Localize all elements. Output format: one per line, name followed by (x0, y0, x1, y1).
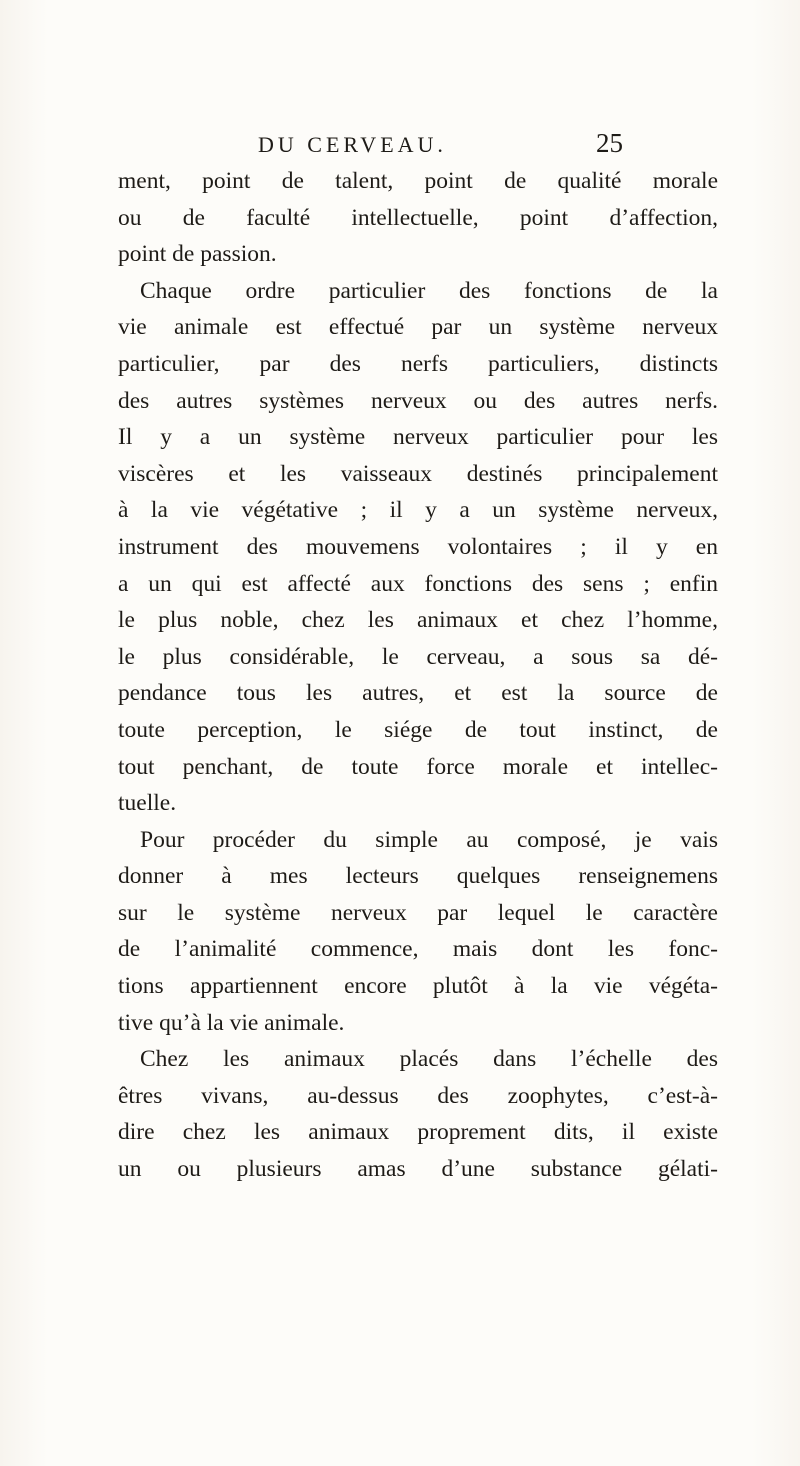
text-line: tout penchant, de toute force morale et intellec- (118, 753, 718, 780)
text-line: Chaque ordre particulier des fonctions de la (140, 277, 718, 304)
text-line: ou de faculté intellectuelle, point d’affection, (118, 204, 718, 231)
text-line: dire chez les animaux proprement dits, il existe (118, 1119, 718, 1146)
text-line: ment, point de talent, point de qualité morale (118, 168, 718, 194)
text-line: de l’animalité commence, mais dont les fonc- (118, 936, 718, 963)
text-line: êtres vivans, au-dessus des zoophytes, c’est-à- (118, 1082, 718, 1109)
text-line: a un qui est affecté aux fonctions des sens ; enfin (118, 570, 718, 597)
text-line: un ou plusieurs amas d’une substance gélati- (118, 1156, 718, 1183)
text-line: donner à mes lecteurs quelques renseignemens (118, 863, 718, 890)
text-line: instrument des mouvemens volontaires ; il y en (118, 533, 718, 560)
text-line: des autres systèmes nerveux ou des autres nerfs. (118, 387, 718, 414)
text-line: pendance tous les autres, et est la source de (118, 680, 718, 707)
page-number: 25 (596, 128, 623, 158)
text-line: tions appartiennent encore plutôt à la vie végéta- (118, 973, 718, 1000)
text-line: point de passion. (118, 241, 277, 268)
text-line: vie animale est effectué par un système nerveux (118, 314, 718, 341)
text-line: tive qu’à la vie animale. (118, 1009, 345, 1036)
body-text (118, 163, 718, 1188)
text-line: le plus considérable, le cerveau, a sous sa dé- (118, 643, 718, 670)
text-line: particulier, par des nerfs particuliers, distincts (118, 350, 718, 377)
text-line: Il y a un système nerveux particulier pour les (118, 424, 718, 451)
text-line: le plus noble, chez les animaux et chez l’homme, (118, 607, 718, 634)
text-line: Chez les animaux placés dans l’échelle des (140, 1046, 718, 1073)
text-line: toute perception, le siége de tout instinct, de (118, 716, 718, 743)
text-line: à la vie végétative ; il y a un système nerveux, (118, 497, 718, 524)
running-title: DU CERVEAU. (258, 132, 447, 157)
text-line: Pour procéder du simple au composé, je vais (140, 826, 718, 853)
text-line: tuelle. (118, 790, 177, 817)
text-line: sur le système nerveux par lequel le caractère (118, 899, 718, 926)
text-line: viscères et les vaisseaux destinés principalement (118, 460, 718, 487)
